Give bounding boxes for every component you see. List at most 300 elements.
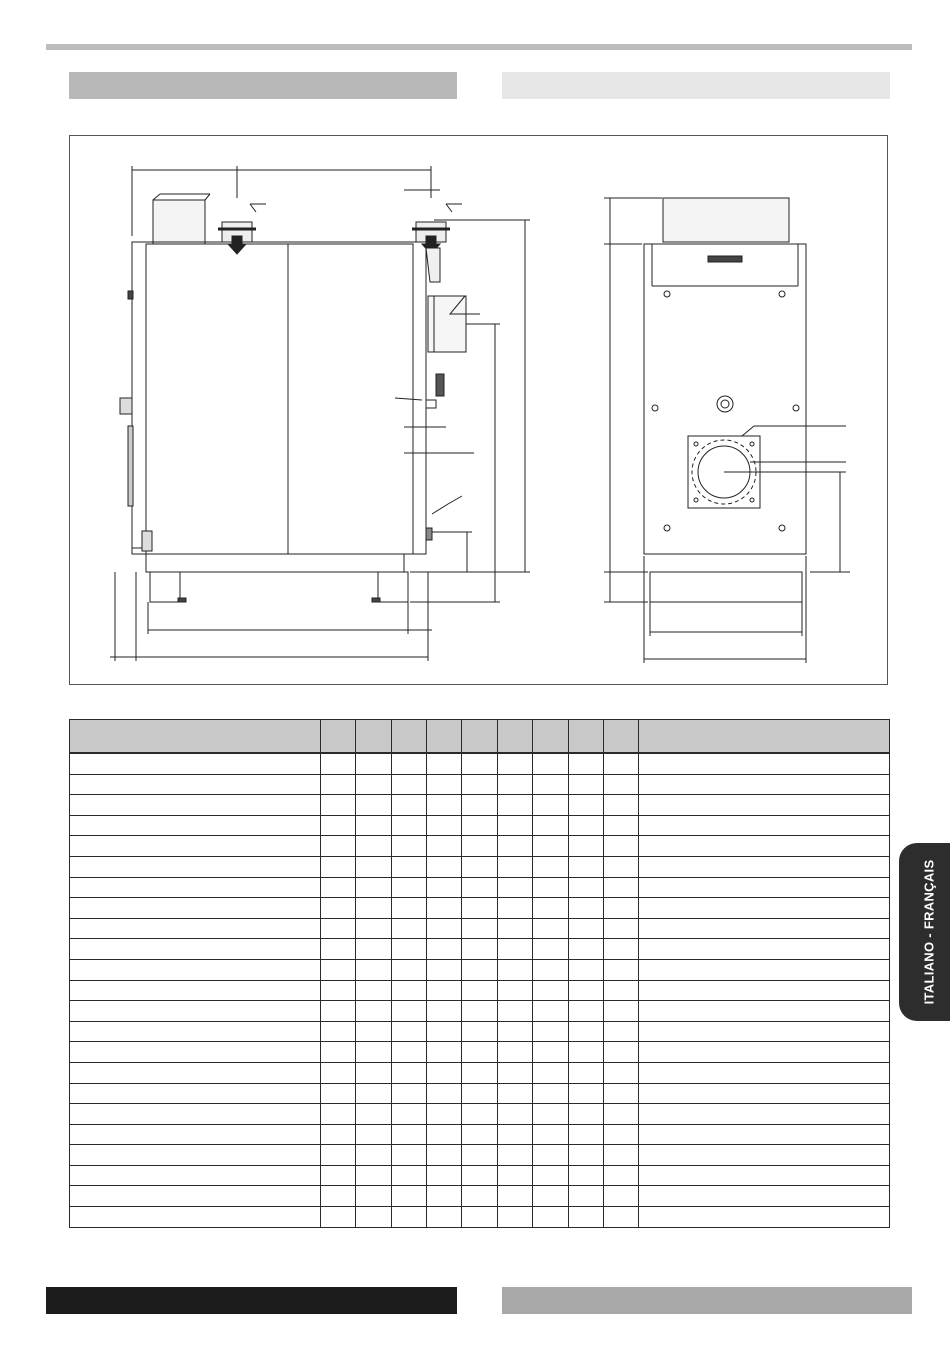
table-cell bbox=[70, 815, 321, 836]
table-cell bbox=[498, 1207, 533, 1228]
table-cell bbox=[70, 1165, 321, 1186]
table-row bbox=[70, 898, 890, 919]
side-view bbox=[110, 166, 530, 661]
table-cell bbox=[356, 1021, 392, 1042]
table-cell bbox=[498, 918, 533, 939]
table-cell bbox=[604, 898, 639, 919]
table-cell bbox=[533, 1083, 569, 1104]
table-cell bbox=[356, 815, 392, 836]
table-cell bbox=[356, 898, 392, 919]
table-cell bbox=[533, 1124, 569, 1145]
table-cell bbox=[462, 980, 498, 1001]
table-row bbox=[70, 815, 890, 836]
table-cell bbox=[604, 836, 639, 857]
table-cell bbox=[427, 795, 462, 816]
table-cell bbox=[321, 1042, 356, 1063]
table-cell bbox=[498, 877, 533, 898]
table-cell bbox=[462, 918, 498, 939]
table-cell bbox=[70, 795, 321, 816]
table-cell bbox=[569, 1165, 604, 1186]
table-cell bbox=[427, 1207, 462, 1228]
table-cell bbox=[569, 980, 604, 1001]
table-cell bbox=[498, 1124, 533, 1145]
table-cell bbox=[70, 1207, 321, 1228]
table-cell bbox=[427, 1083, 462, 1104]
table-cell bbox=[70, 836, 321, 857]
table-cell bbox=[70, 1021, 321, 1042]
table-cell bbox=[639, 918, 890, 939]
table-cell bbox=[70, 1001, 321, 1022]
table-cell bbox=[356, 1062, 392, 1083]
table-cell bbox=[533, 836, 569, 857]
table-cell bbox=[604, 774, 639, 795]
table-cell bbox=[533, 1042, 569, 1063]
table-cell bbox=[604, 1001, 639, 1022]
table-cell bbox=[569, 939, 604, 960]
table-cell bbox=[462, 1042, 498, 1063]
table-cell bbox=[70, 1186, 321, 1207]
table-cell bbox=[569, 1042, 604, 1063]
table-cell bbox=[321, 815, 356, 836]
table-cell bbox=[498, 980, 533, 1001]
table-cell bbox=[604, 1145, 639, 1166]
table-cell bbox=[498, 1145, 533, 1166]
table-cell bbox=[70, 918, 321, 939]
table-cell bbox=[498, 1083, 533, 1104]
table-cell bbox=[70, 753, 321, 774]
table-cell bbox=[321, 1001, 356, 1022]
header-cell bbox=[356, 720, 392, 754]
table-cell bbox=[533, 774, 569, 795]
table-cell bbox=[569, 856, 604, 877]
table-cell bbox=[498, 939, 533, 960]
table-cell bbox=[639, 1165, 890, 1186]
table-cell bbox=[392, 795, 427, 816]
table-cell bbox=[356, 918, 392, 939]
table-cell bbox=[498, 1186, 533, 1207]
table-cell bbox=[569, 1021, 604, 1042]
table-cell bbox=[639, 1124, 890, 1145]
table-cell bbox=[569, 836, 604, 857]
table-cell bbox=[321, 898, 356, 919]
table-cell bbox=[321, 774, 356, 795]
table-cell bbox=[321, 1165, 356, 1186]
table-cell bbox=[356, 1165, 392, 1186]
table-cell bbox=[533, 1062, 569, 1083]
table-cell bbox=[569, 774, 604, 795]
table-cell bbox=[392, 815, 427, 836]
table-cell bbox=[321, 1207, 356, 1228]
table-cell bbox=[498, 1104, 533, 1125]
table-cell bbox=[427, 1186, 462, 1207]
table-cell bbox=[533, 856, 569, 877]
table-cell bbox=[356, 1124, 392, 1145]
table-body bbox=[70, 753, 890, 1227]
table-cell bbox=[427, 1062, 462, 1083]
table-row bbox=[70, 1021, 890, 1042]
table-cell bbox=[427, 836, 462, 857]
table-cell bbox=[604, 939, 639, 960]
table-cell bbox=[533, 980, 569, 1001]
table-row bbox=[70, 980, 890, 1001]
table-cell bbox=[498, 795, 533, 816]
table-cell bbox=[533, 1104, 569, 1125]
table-row bbox=[70, 1145, 890, 1166]
table-cell bbox=[569, 1186, 604, 1207]
table-cell bbox=[462, 1083, 498, 1104]
table-cell bbox=[321, 856, 356, 877]
table-cell bbox=[604, 1042, 639, 1063]
table-cell bbox=[604, 753, 639, 774]
top-rule bbox=[46, 44, 912, 50]
table-cell bbox=[321, 939, 356, 960]
header-cell bbox=[639, 720, 890, 754]
header-cell bbox=[569, 720, 604, 754]
table-row bbox=[70, 1042, 890, 1063]
table-cell bbox=[321, 1124, 356, 1145]
table-cell bbox=[604, 1062, 639, 1083]
header-cell bbox=[321, 720, 356, 754]
table-cell bbox=[569, 1083, 604, 1104]
table-header-row bbox=[70, 720, 890, 754]
table-cell bbox=[639, 1104, 890, 1125]
table-cell bbox=[639, 795, 890, 816]
table-cell bbox=[392, 1145, 427, 1166]
table-cell bbox=[498, 898, 533, 919]
footer-bar-left bbox=[46, 1287, 457, 1314]
table-cell bbox=[639, 1207, 890, 1228]
table-cell bbox=[498, 1021, 533, 1042]
table-cell bbox=[427, 939, 462, 960]
dimension-drawing-frame bbox=[69, 135, 888, 685]
table-cell bbox=[392, 1042, 427, 1063]
table-row bbox=[70, 1186, 890, 1207]
table-cell bbox=[533, 795, 569, 816]
table-cell bbox=[569, 1124, 604, 1145]
table-cell bbox=[533, 959, 569, 980]
table-cell bbox=[392, 1083, 427, 1104]
table-cell bbox=[392, 1001, 427, 1022]
table-cell bbox=[392, 898, 427, 919]
table-cell bbox=[70, 1145, 321, 1166]
table-cell bbox=[70, 877, 321, 898]
table-cell bbox=[639, 898, 890, 919]
table-cell bbox=[569, 1104, 604, 1125]
footer-bar-right bbox=[502, 1287, 912, 1314]
table-row bbox=[70, 836, 890, 857]
table-cell bbox=[533, 939, 569, 960]
table-cell bbox=[462, 1165, 498, 1186]
table-cell bbox=[462, 1207, 498, 1228]
header-cell bbox=[462, 720, 498, 754]
table-cell bbox=[533, 1165, 569, 1186]
table-cell bbox=[604, 1021, 639, 1042]
table-cell bbox=[569, 795, 604, 816]
table-cell bbox=[392, 774, 427, 795]
specification-table bbox=[69, 719, 890, 1228]
table-cell bbox=[569, 959, 604, 980]
table-cell bbox=[498, 1001, 533, 1022]
table-cell bbox=[356, 1207, 392, 1228]
table-cell bbox=[321, 1021, 356, 1042]
header-cell bbox=[427, 720, 462, 754]
table-cell bbox=[70, 1083, 321, 1104]
table-cell bbox=[639, 1186, 890, 1207]
table-cell bbox=[427, 753, 462, 774]
table-cell bbox=[639, 877, 890, 898]
table-cell bbox=[462, 939, 498, 960]
table-cell bbox=[356, 1042, 392, 1063]
table-cell bbox=[462, 815, 498, 836]
table-cell bbox=[639, 1042, 890, 1063]
table-cell bbox=[639, 980, 890, 1001]
table-cell bbox=[392, 959, 427, 980]
table-cell bbox=[427, 1001, 462, 1022]
table-cell bbox=[533, 1186, 569, 1207]
table-row bbox=[70, 753, 890, 774]
table-cell bbox=[70, 939, 321, 960]
table-cell bbox=[462, 1145, 498, 1166]
table-cell bbox=[70, 959, 321, 980]
table-cell bbox=[70, 980, 321, 1001]
table-cell bbox=[356, 836, 392, 857]
table-cell bbox=[462, 1021, 498, 1042]
table-cell bbox=[533, 753, 569, 774]
table-cell bbox=[533, 1021, 569, 1042]
table-cell bbox=[356, 795, 392, 816]
table-cell bbox=[533, 898, 569, 919]
table-cell bbox=[604, 1207, 639, 1228]
table-cell bbox=[462, 795, 498, 816]
table-cell bbox=[462, 1186, 498, 1207]
table-cell bbox=[569, 1145, 604, 1166]
table-cell bbox=[392, 939, 427, 960]
table-row bbox=[70, 1083, 890, 1104]
table-cell bbox=[321, 836, 356, 857]
table-row bbox=[70, 795, 890, 816]
table-row bbox=[70, 939, 890, 960]
table-cell bbox=[604, 959, 639, 980]
table-cell bbox=[569, 1001, 604, 1022]
table-cell bbox=[569, 1062, 604, 1083]
table-cell bbox=[604, 1124, 639, 1145]
table-cell bbox=[427, 877, 462, 898]
table-row bbox=[70, 1207, 890, 1228]
table-cell bbox=[392, 980, 427, 1001]
table-cell bbox=[356, 753, 392, 774]
table-cell bbox=[321, 1104, 356, 1125]
table-cell bbox=[498, 753, 533, 774]
table-cell bbox=[462, 1001, 498, 1022]
table-cell bbox=[569, 898, 604, 919]
table-cell bbox=[462, 836, 498, 857]
table-cell bbox=[462, 856, 498, 877]
front-view bbox=[604, 198, 850, 663]
table-cell bbox=[392, 877, 427, 898]
table-cell bbox=[392, 1104, 427, 1125]
table-cell bbox=[70, 1124, 321, 1145]
table-row bbox=[70, 877, 890, 898]
table-cell bbox=[321, 1145, 356, 1166]
table-cell bbox=[639, 959, 890, 980]
table-cell bbox=[427, 1104, 462, 1125]
table-cell bbox=[569, 815, 604, 836]
table-row bbox=[70, 856, 890, 877]
table-cell bbox=[427, 1145, 462, 1166]
table-cell bbox=[604, 877, 639, 898]
table-cell bbox=[392, 918, 427, 939]
table-cell bbox=[427, 898, 462, 919]
table-cell bbox=[569, 1207, 604, 1228]
table-cell bbox=[427, 918, 462, 939]
table-cell bbox=[498, 1042, 533, 1063]
table-row bbox=[70, 774, 890, 795]
table-cell bbox=[639, 856, 890, 877]
table-cell bbox=[356, 1104, 392, 1125]
section-header-left-bar bbox=[69, 72, 457, 99]
table-cell bbox=[604, 1104, 639, 1125]
table-cell bbox=[392, 836, 427, 857]
table-cell bbox=[498, 815, 533, 836]
table-cell bbox=[70, 1062, 321, 1083]
boiler-dimension-drawing bbox=[70, 136, 889, 686]
table-cell bbox=[356, 856, 392, 877]
table-cell bbox=[533, 1001, 569, 1022]
table-cell bbox=[427, 980, 462, 1001]
table-cell bbox=[604, 980, 639, 1001]
table-cell bbox=[392, 753, 427, 774]
table-cell bbox=[498, 856, 533, 877]
table-cell bbox=[639, 836, 890, 857]
table-cell bbox=[392, 1062, 427, 1083]
table-cell bbox=[70, 1042, 321, 1063]
table-row bbox=[70, 918, 890, 939]
table-cell bbox=[321, 1062, 356, 1083]
table-cell bbox=[70, 774, 321, 795]
table-cell bbox=[427, 1042, 462, 1063]
table-row bbox=[70, 959, 890, 980]
table-cell bbox=[427, 774, 462, 795]
table-cell bbox=[356, 1083, 392, 1104]
table-cell bbox=[533, 918, 569, 939]
table-cell bbox=[427, 1124, 462, 1145]
table-cell bbox=[392, 1165, 427, 1186]
language-side-tab bbox=[899, 843, 950, 1021]
table-cell bbox=[533, 1145, 569, 1166]
table-cell bbox=[321, 1083, 356, 1104]
table-cell bbox=[639, 939, 890, 960]
table-cell bbox=[321, 980, 356, 1001]
table-cell bbox=[639, 1001, 890, 1022]
table-row bbox=[70, 1124, 890, 1145]
table-cell bbox=[356, 877, 392, 898]
table-cell bbox=[462, 774, 498, 795]
header-cell bbox=[498, 720, 533, 754]
table-cell bbox=[604, 1165, 639, 1186]
table-cell bbox=[356, 774, 392, 795]
table-cell bbox=[569, 877, 604, 898]
table-cell bbox=[604, 1083, 639, 1104]
table-cell bbox=[533, 815, 569, 836]
header-cell bbox=[533, 720, 569, 754]
table-cell bbox=[604, 795, 639, 816]
table-cell bbox=[604, 1186, 639, 1207]
table-cell bbox=[321, 877, 356, 898]
table-row bbox=[70, 1165, 890, 1186]
table-cell bbox=[356, 980, 392, 1001]
table-cell bbox=[533, 1207, 569, 1228]
table-cell bbox=[498, 836, 533, 857]
table-cell bbox=[392, 1021, 427, 1042]
table-cell bbox=[356, 1001, 392, 1022]
table-row bbox=[70, 1062, 890, 1083]
table-cell bbox=[462, 959, 498, 980]
table-cell bbox=[321, 959, 356, 980]
table-cell bbox=[427, 815, 462, 836]
table-cell bbox=[356, 939, 392, 960]
table-cell bbox=[569, 918, 604, 939]
table-cell bbox=[356, 959, 392, 980]
table-cell bbox=[462, 898, 498, 919]
table-cell bbox=[356, 1186, 392, 1207]
header-cell bbox=[392, 720, 427, 754]
table-cell bbox=[462, 877, 498, 898]
table-cell bbox=[639, 1021, 890, 1042]
table-cell bbox=[70, 856, 321, 877]
table-cell bbox=[70, 898, 321, 919]
header-cell bbox=[70, 720, 321, 754]
table-cell bbox=[462, 1104, 498, 1125]
table-cell bbox=[321, 918, 356, 939]
table-cell bbox=[392, 1186, 427, 1207]
table-cell bbox=[639, 753, 890, 774]
table-row bbox=[70, 1104, 890, 1125]
section-header-right-bar bbox=[502, 72, 890, 99]
table-cell bbox=[70, 1104, 321, 1125]
table-cell bbox=[427, 1165, 462, 1186]
table-cell bbox=[498, 774, 533, 795]
table-cell bbox=[639, 1062, 890, 1083]
table-cell bbox=[569, 753, 604, 774]
table-cell bbox=[321, 753, 356, 774]
table-cell bbox=[356, 1145, 392, 1166]
header-cell bbox=[604, 720, 639, 754]
table-cell bbox=[392, 1207, 427, 1228]
table-cell bbox=[639, 774, 890, 795]
table-row bbox=[70, 1001, 890, 1022]
table-cell bbox=[639, 815, 890, 836]
table-cell bbox=[462, 1124, 498, 1145]
table-cell bbox=[604, 856, 639, 877]
table-cell bbox=[533, 877, 569, 898]
table-cell bbox=[498, 1165, 533, 1186]
table-cell bbox=[321, 795, 356, 816]
table-cell bbox=[639, 1083, 890, 1104]
table-cell bbox=[498, 1062, 533, 1083]
table-cell bbox=[427, 1021, 462, 1042]
table-cell bbox=[427, 959, 462, 980]
table-cell bbox=[462, 753, 498, 774]
table-cell bbox=[321, 1186, 356, 1207]
table-cell bbox=[498, 959, 533, 980]
table-cell bbox=[604, 918, 639, 939]
table-cell bbox=[639, 1145, 890, 1166]
table-cell bbox=[604, 815, 639, 836]
table-cell bbox=[392, 1124, 427, 1145]
table-cell bbox=[392, 856, 427, 877]
language-tab-label: ITALIANO - FRANÇAIS bbox=[921, 859, 937, 1005]
table-cell bbox=[462, 1062, 498, 1083]
